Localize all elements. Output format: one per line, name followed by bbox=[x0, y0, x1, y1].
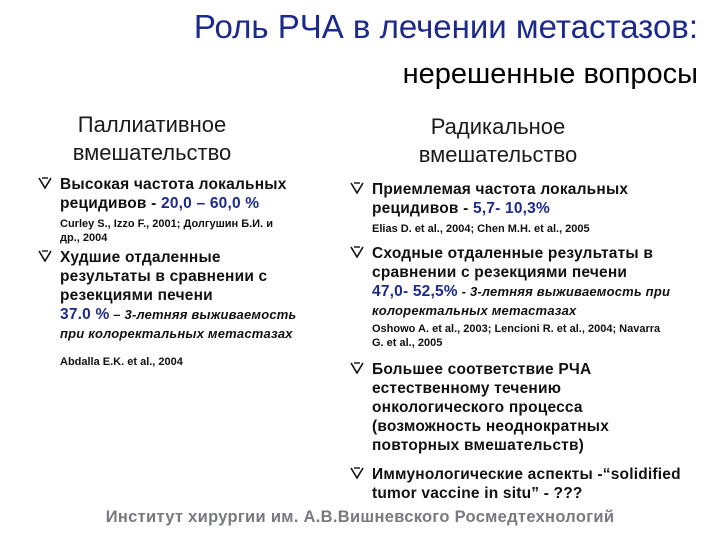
right-item-immunologic-aspects: Иммунологические аспекты -“solidified tumor vaccine in situ” - ??? bbox=[372, 465, 712, 503]
institution-footer: Институт хирургии им. А.В.Вишневского Росмедтехнологий bbox=[105, 508, 615, 526]
left-item1-reference: Curley S., Izzo F., 2001; Долгушин Б.И. и др., 2004 bbox=[60, 218, 273, 244]
slide-title: Роль РЧА в лечении метастазов: bbox=[193, 8, 698, 45]
left-item-worse-outcomes: Худшие отдаленные результаты в сравнении с резекциями печени 37.0 % – 3-летняя выживаемость при колоректальных метастазах Abdalla E.K. et al., 2004 bbox=[60, 248, 340, 369]
check-arrow-icon bbox=[38, 176, 52, 190]
check-arrow-icon bbox=[350, 181, 364, 195]
check-arrow-icon bbox=[350, 361, 364, 375]
left-column-heading: Паллиативное вмешательство bbox=[72, 112, 232, 165]
right-item-similar-outcomes: Сходные отдаленные результаты в сравнении с резекциями печени 47,0- 52,5% - 3-летняя выживаемость при колоректальных метастазах Oshowo A. et al., 2003; Lencioni R. et al., 2004; Navarra G. et al., 2005 bbox=[372, 244, 707, 350]
left-item-high-recurrence: Высокая частота локальных рецидивов - 20,0 – 60,0 % Curley S., Izzo F., 2001; Долгушин Б.И. и др., 2004 bbox=[60, 175, 340, 245]
check-arrow-icon bbox=[38, 249, 52, 263]
check-arrow-icon bbox=[350, 245, 364, 259]
left-item2-reference: Abdalla E.K. et al., 2004 bbox=[60, 356, 183, 368]
right-item2-reference: Oshowo A. et al., 2003; Lencioni R. et al., 2004; Navarra G. et al., 2005 bbox=[372, 323, 661, 349]
right-item-acceptable-recurrence: Приемлемая частота локальных рецидивов - 5,7- 10,3% Elias D. et al., 2004; Chen M.H. et al., 2005 bbox=[372, 180, 702, 236]
check-arrow-icon bbox=[350, 466, 364, 480]
right-item-natural-course: Большее соответствие РЧА естественному течению онкологического процесса (возможность неоднократных повторных вмешательств) bbox=[372, 360, 707, 455]
slide-subtitle: нерешенные вопросы bbox=[402, 58, 698, 90]
right-item1-reference: Elias D. et al., 2004; Chen M.H. et al., 2005 bbox=[372, 223, 590, 235]
right-column-heading: Радикальное вмешательство bbox=[418, 114, 578, 167]
